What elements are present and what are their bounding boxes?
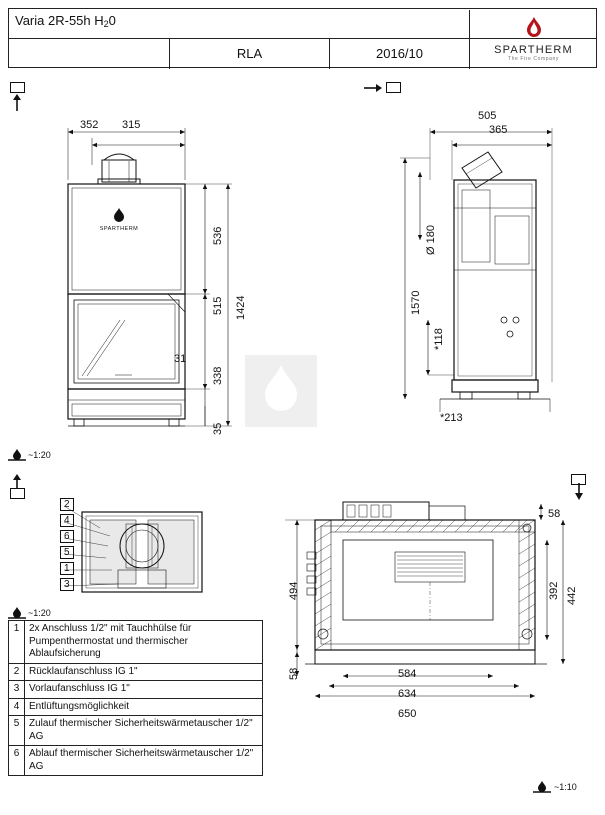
legend-text: Vorlaufanschluss IG 1"	[29, 683, 130, 694]
title-block	[8, 8, 597, 68]
dim-front-depth-mark: 31	[174, 353, 187, 365]
svg-text:SPARTHERM: SPARTHERM	[99, 226, 139, 232]
legend-row	[9, 746, 262, 775]
legend-number: 3	[9, 681, 25, 698]
flame-watermark	[245, 355, 317, 427]
legend-row	[9, 664, 262, 682]
callout-6: 6	[60, 530, 74, 543]
dim-front-h-top: 536	[212, 226, 224, 245]
callout-5: 5	[60, 546, 74, 559]
dim-section-top-depth: 58	[548, 508, 561, 520]
legend-row	[9, 621, 262, 664]
dim-front-h-base: 35	[212, 422, 224, 435]
legend-row	[9, 716, 262, 746]
page-title-tail: 0	[108, 13, 116, 28]
side-view-drawing	[400, 120, 590, 440]
brand-claim: The Fire Company	[507, 56, 559, 62]
title-cell-rla: RLA	[169, 39, 329, 69]
dim-front-width-total: 352	[80, 119, 99, 131]
front-scale-label: ~1:20	[28, 450, 51, 460]
front-view-drawing	[60, 120, 260, 450]
legend-number: 1	[9, 621, 25, 663]
dim-section-width-mid: 634	[398, 688, 417, 700]
dim-side-height-star: *118	[433, 328, 445, 350]
dim-side-height-total: 1570	[410, 290, 422, 315]
callout-1: 1	[60, 562, 74, 575]
legend-number: 6	[9, 746, 25, 775]
callout-2: 2	[60, 498, 74, 511]
legend-row	[9, 699, 262, 717]
brand-name: SPARTHERM	[494, 44, 573, 56]
dim-section-width-outer: 650	[398, 708, 417, 720]
legend-row	[9, 681, 262, 699]
top-scale-icon	[8, 606, 26, 619]
dim-front-width-inner: 315	[122, 119, 141, 131]
dim-front-h-mid: 515	[212, 296, 224, 315]
view-front-icon	[10, 82, 25, 93]
page-title-main: Varia 2R-55h H	[15, 13, 104, 28]
dim-front-h-low: 338	[212, 366, 224, 385]
dim-side-depth-star: *213	[440, 412, 463, 424]
section-view-drawing	[285, 500, 575, 700]
page-title	[15, 13, 116, 29]
legend-number: 4	[9, 699, 25, 716]
title-block-row	[9, 38, 596, 68]
front-scale-icon	[8, 448, 26, 461]
dim-section-base-height: 58	[288, 667, 300, 680]
section-scale-label: ~1:10	[554, 782, 577, 792]
legend-number: 5	[9, 716, 25, 745]
brand-logo	[469, 10, 597, 69]
section-scale-icon	[533, 780, 551, 793]
legend-text: Zulauf thermischer Sicherheitswärmetauscher 1/2" AG	[29, 718, 253, 742]
dim-section-glass-height: 392	[548, 581, 560, 600]
legend-text: 2x Anschluss 1/2" mit Tauchhülse für Pumpenthermostat und thermischer Ablaufsicherung	[29, 623, 192, 659]
dim-section-width-inner: 584	[398, 668, 417, 680]
legend-text: Entlüftungsmöglichkeit	[29, 700, 130, 712]
dim-front-h-total: 1424	[235, 295, 247, 320]
flame-icon	[521, 16, 547, 42]
callout-4: 4	[60, 514, 74, 527]
top-view-drawing	[48, 500, 228, 605]
dim-side-depth-total: 505	[478, 110, 497, 122]
title-cell-empty	[9, 39, 169, 69]
dim-section-frame-height: 442	[566, 586, 578, 605]
page-title-subscript: 2	[103, 19, 109, 29]
dim-section-opening-height: 494	[288, 581, 300, 600]
legend-number: 2	[9, 664, 25, 681]
legend-table	[8, 620, 263, 776]
legend-text: Ablauf thermischer Sicherheitswärmetauscher 1/2" AG	[29, 748, 254, 772]
title-cell-date: 2016/10	[329, 39, 469, 69]
dim-side-depth-inner: 365	[489, 124, 508, 136]
top-scale-label: ~1:20	[28, 608, 51, 618]
callout-3: 3	[60, 578, 74, 591]
legend-text: Rücklaufanschluss IG 1"	[29, 665, 138, 677]
dim-side-flue-dia: Ø 180	[425, 225, 437, 255]
